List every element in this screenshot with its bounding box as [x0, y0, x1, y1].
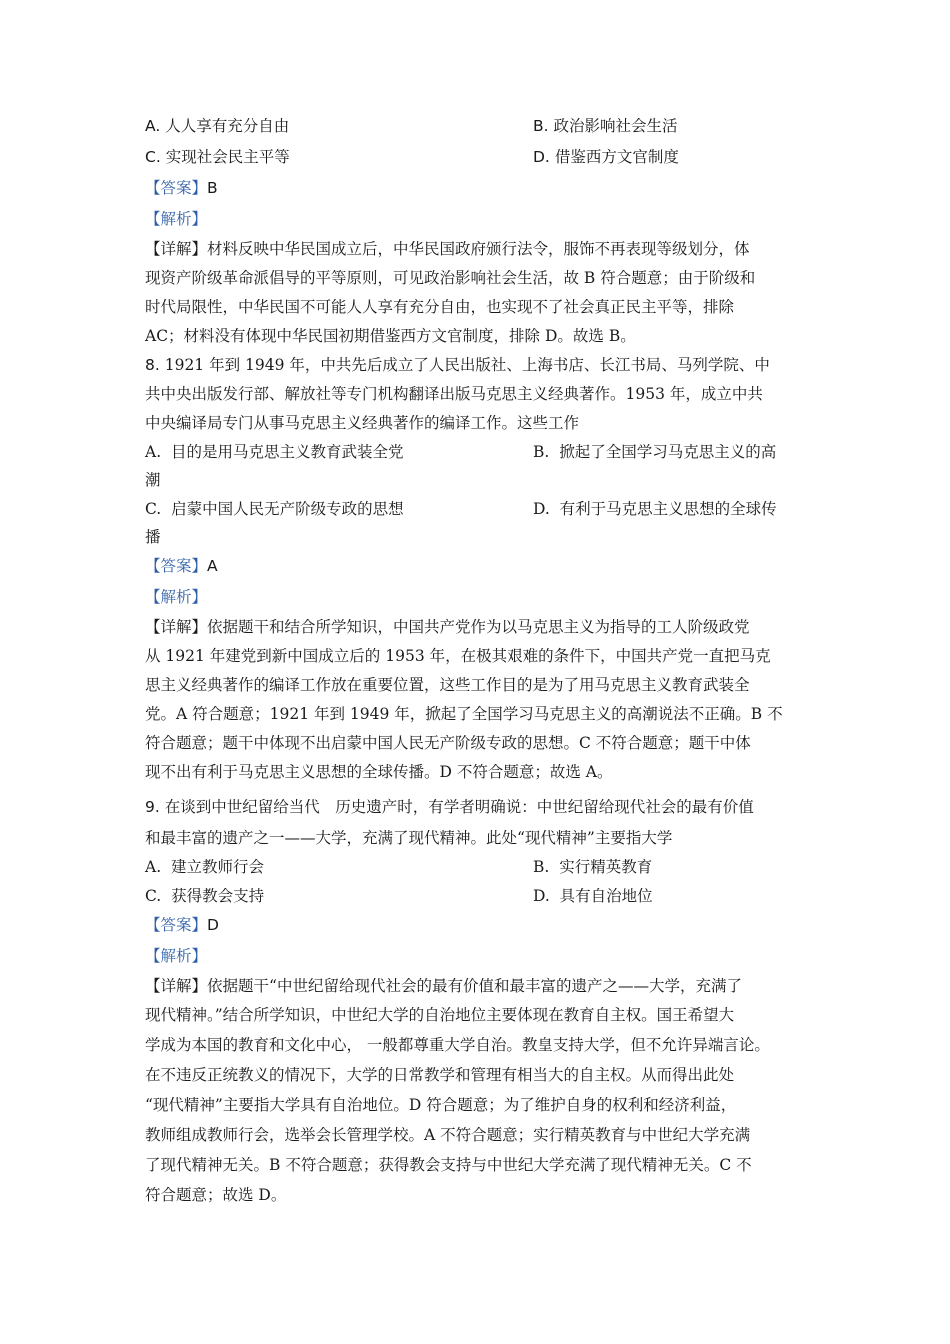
q8-option-a	[145, 441, 404, 463]
q7-detail-line-3: 时代局限性，中华民国不可能人人享有充分自由，也实现不了社会真正民主平等，排除	[145, 298, 735, 316]
q8-analysis-label: 【解析】	[145, 588, 208, 606]
option-letter: C.	[145, 500, 162, 518]
option-letter: A.	[145, 443, 162, 461]
q9-detail-line-5: “现代精神”主要指大学具有自治地位。D 符合题意；为了维护自身的权利和经济利益，	[145, 1096, 737, 1114]
option-text: 实行精英教育	[559, 858, 653, 876]
q8-detail-line-2: 从 1921 年建党到新中国成立后的 1953 年，在极其艰难的条件下，中国共产党一直把马克	[145, 647, 771, 665]
option-letter: A.	[145, 117, 161, 135]
option-letter: A.	[145, 858, 162, 876]
q7-analysis-label: 【解析】	[145, 210, 208, 228]
option-text: 实现社会民主平等	[165, 148, 290, 166]
q9-detail-line-3: 学成为本国的教育和文化中心， 一般都尊重大学自治。教皇支持大学，但不允许异端言论。	[145, 1036, 770, 1054]
q8-option-d-wrap: 播	[145, 528, 161, 546]
q7-option-c	[145, 146, 290, 168]
q9-option-d	[533, 885, 653, 907]
q9-option-b	[533, 856, 652, 878]
q8-stem-line-3: 中央编译局专门从事马克思主义经典著作的编译工作。这些工作	[145, 414, 580, 432]
q7-detail-line-2: 现资产阶级革命派倡导的平等原则，可见政治影响社会生活，故 B 符合题意；由于阶级和	[145, 269, 756, 287]
q8-detail-line-6: 现不出有利于马克思主义思想的全球传播。D 不符合题意；故选 A。	[145, 763, 613, 781]
option-letter: B.	[533, 443, 550, 461]
option-text: 掀起了全国学习马克思主义的高	[559, 443, 777, 461]
q7-option-d	[533, 146, 679, 168]
q8-stem-line-2: 共中央出版发行部、解放社等专门机构翻译出版马克思主义经典著作。1953 年，成立中共	[145, 385, 763, 403]
q9-stem-line-2: 和最丰富的遗产之一——大学，充满了现代精神。此处“现代精神”主要指大学	[145, 829, 673, 847]
q8-answer	[145, 555, 218, 577]
q9-detail-line-8: 符合题意；故选 D。	[145, 1186, 287, 1204]
q9-option-c	[145, 885, 264, 907]
option-letter: D.	[533, 887, 550, 905]
option-letter: D.	[533, 148, 550, 166]
q7-answer	[145, 177, 218, 199]
detail-label: 【详解】	[145, 977, 208, 995]
q8-option-c	[145, 498, 404, 520]
q7-option-a	[145, 115, 289, 137]
question-number: 8.	[145, 356, 160, 374]
q9-detail-line-6: 教师组成教师行会，选举会长管理学校。A 不符合题意；实行精英教育与中世纪大学充满	[145, 1126, 751, 1144]
option-text: 具有自治地位	[559, 887, 653, 905]
answer-value: B	[207, 179, 218, 197]
option-text: 启蒙中国人民无产阶级专政的思想	[171, 500, 404, 518]
option-letter: D.	[533, 500, 550, 518]
q8-detail-line-4: 党。A 符合题意；1921 年到 1949 年，掀起了全国学习马克思主义的高潮说法不正确。B 不	[145, 705, 783, 723]
option-text: 获得教会支持	[171, 887, 265, 905]
q7-detail-line-1: 【详解】材料反映中华民国成立后，中华民国政府颁行法令，服饰不再表现等级划分，体	[145, 240, 750, 258]
q8-detail-line-5: 符合题意；题干中体现不出启蒙中国人民无产阶级专政的思想。C 不符合题意；题干中体	[145, 734, 751, 752]
option-letter: B.	[533, 117, 549, 135]
q7-detail-line-4: AC；材料没有体现中华民国初期借鉴西方文官制度，排除 D。故选 B。	[145, 327, 636, 345]
q9-analysis-label: 【解析】	[145, 947, 208, 965]
q9-answer	[145, 914, 219, 936]
answer-label: 【答案】	[145, 557, 208, 575]
q7-option-b	[533, 115, 678, 137]
answer-value: D	[207, 916, 219, 934]
q8-detail-line-3: 思主义经典著作的编译工作放在重要位置，这些工作目的是为了用马克思主义教育武装全	[145, 676, 750, 694]
q9-stem-line-1: 9. 在谈到中世纪留给当代 历史遗产时，有学者明确说：中世纪留给现代社会的最有价值	[145, 798, 754, 816]
detail-label: 【详解】	[145, 240, 208, 258]
option-text: 政治影响社会生活	[553, 117, 678, 135]
q8-stem-line-1: 8. 1921 年到 1949 年，中共先后成立了人民出版社、上海书店、长江书局、马列学院、中	[145, 356, 770, 374]
detail-label: 【详解】	[145, 618, 208, 636]
option-letter: B.	[533, 858, 550, 876]
option-text: 有利于马克思主义思想的全球传	[559, 500, 777, 518]
answer-value: A	[207, 557, 218, 575]
q8-option-d	[533, 498, 777, 520]
option-text: 目的是用马克思主义教育武装全党	[170, 443, 404, 461]
option-text: 借鉴西方文官制度	[554, 148, 679, 166]
q9-detail-line-1: 【详解】依据题干“中世纪留给现代社会的最有价值和最丰富的遗产之——大学，充满了	[145, 977, 742, 995]
q8-detail-line-1: 【详解】依据题干和结合所学知识，中国共产党作为以马克思主义为指导的工人阶级政党	[145, 618, 750, 636]
q9-detail-line-4: 在不违反正统教义的情况下，大学的日常教学和管理有相当大的自主权。从而得出此处	[145, 1066, 735, 1084]
q9-option-a	[145, 856, 264, 878]
option-text: 建立教师行会	[170, 858, 264, 876]
answer-label: 【答案】	[145, 916, 208, 934]
q9-detail-line-2: 现代精神。”结合所学知识，中世纪大学的自治地位主要体现在教育自主权。国王希望大	[145, 1006, 735, 1024]
q8-option-b-wrap: 潮	[145, 471, 161, 489]
answer-label: 【答案】	[145, 179, 208, 197]
option-text: 人人享有充分自由	[165, 117, 290, 135]
option-letter: C.	[145, 148, 161, 166]
question-number: 9.	[145, 798, 160, 816]
option-letter: C.	[145, 887, 162, 905]
q8-option-b	[533, 441, 776, 463]
q9-detail-line-7: 了现代精神无关。B 不符合题意；获得教会支持与中世纪大学充满了现代精神无关。C 不	[145, 1156, 752, 1174]
